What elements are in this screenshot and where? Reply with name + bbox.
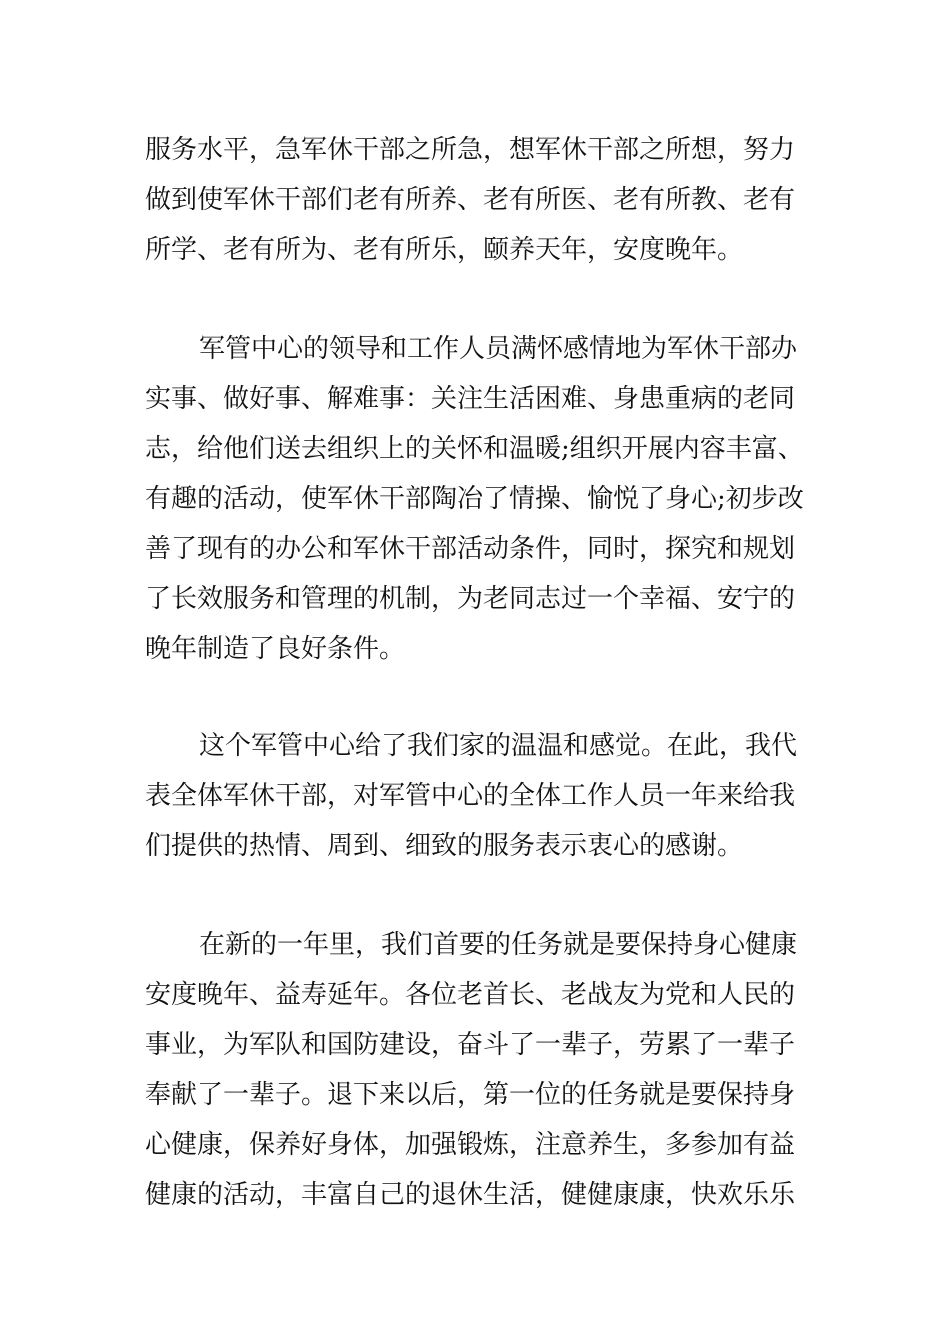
text-line: 军管中心的领导和工作人员满怀感情地为军休干部办 — [199, 334, 798, 364]
text-line: 心健康，保养好身体，加强锻炼，注意养生，多参加有益 — [145, 1130, 796, 1160]
text-line: 安度晚年、益寿延年。各位老首长、老战友为党和人民的 — [145, 980, 796, 1010]
text-line: 所学、老有所为、老有所乐，颐养天年，安度晚年。 — [145, 235, 744, 265]
text-line: 善了现有的办公和军休干部活动条件，同时，探究和规划 — [145, 534, 796, 564]
text-line: 有趣的活动，使军休干部陶冶了情操、愉悦了身心;初步改 — [145, 484, 804, 514]
text-line: 实事、做好事、解难事：关注生活困难、身患重病的老同 — [145, 384, 796, 414]
text-line: 健康的活动，丰富自己的退休生活，健健康康，快欢乐乐 — [145, 1180, 796, 1210]
text-line: 表全体军休干部，对军管中心的全体工作人员一年来给我 — [145, 781, 796, 811]
text-line: 们提供的热情、周到、细致的服务表示衷心的感谢。 — [145, 831, 744, 861]
text-line: 奉献了一辈子。退下来以后，第一位的任务就是要保持身 — [145, 1080, 796, 1110]
paragraph-1 — [145, 125, 815, 275]
paragraph-3 — [145, 721, 815, 871]
paragraph-2 — [145, 324, 815, 674]
text-line: 了长效服务和管理的机制，为老同志过一个幸福、安宁的 — [145, 584, 796, 614]
paragraph-4 — [145, 920, 815, 1220]
text-line: 做到使军休干部们老有所养、老有所医、老有所教、老有 — [145, 185, 796, 215]
text-line: 在新的一年里，我们首要的任务就是要保持身心健康 — [199, 930, 798, 960]
text-line: 志，给他们送去组织上的关怀和温暖;组织开展内容丰富、 — [145, 434, 804, 464]
text-line: 事业，为军队和国防建设，奋斗了一辈子，劳累了一辈子 — [145, 1030, 796, 1060]
text-line: 晚年制造了良好条件。 — [145, 634, 406, 664]
text-line: 服务水平，急军休干部之所急，想军休干部之所想，努力 — [145, 135, 796, 165]
text-line: 这个军管中心给了我们家的温温和感觉。在此，我代 — [199, 731, 798, 761]
